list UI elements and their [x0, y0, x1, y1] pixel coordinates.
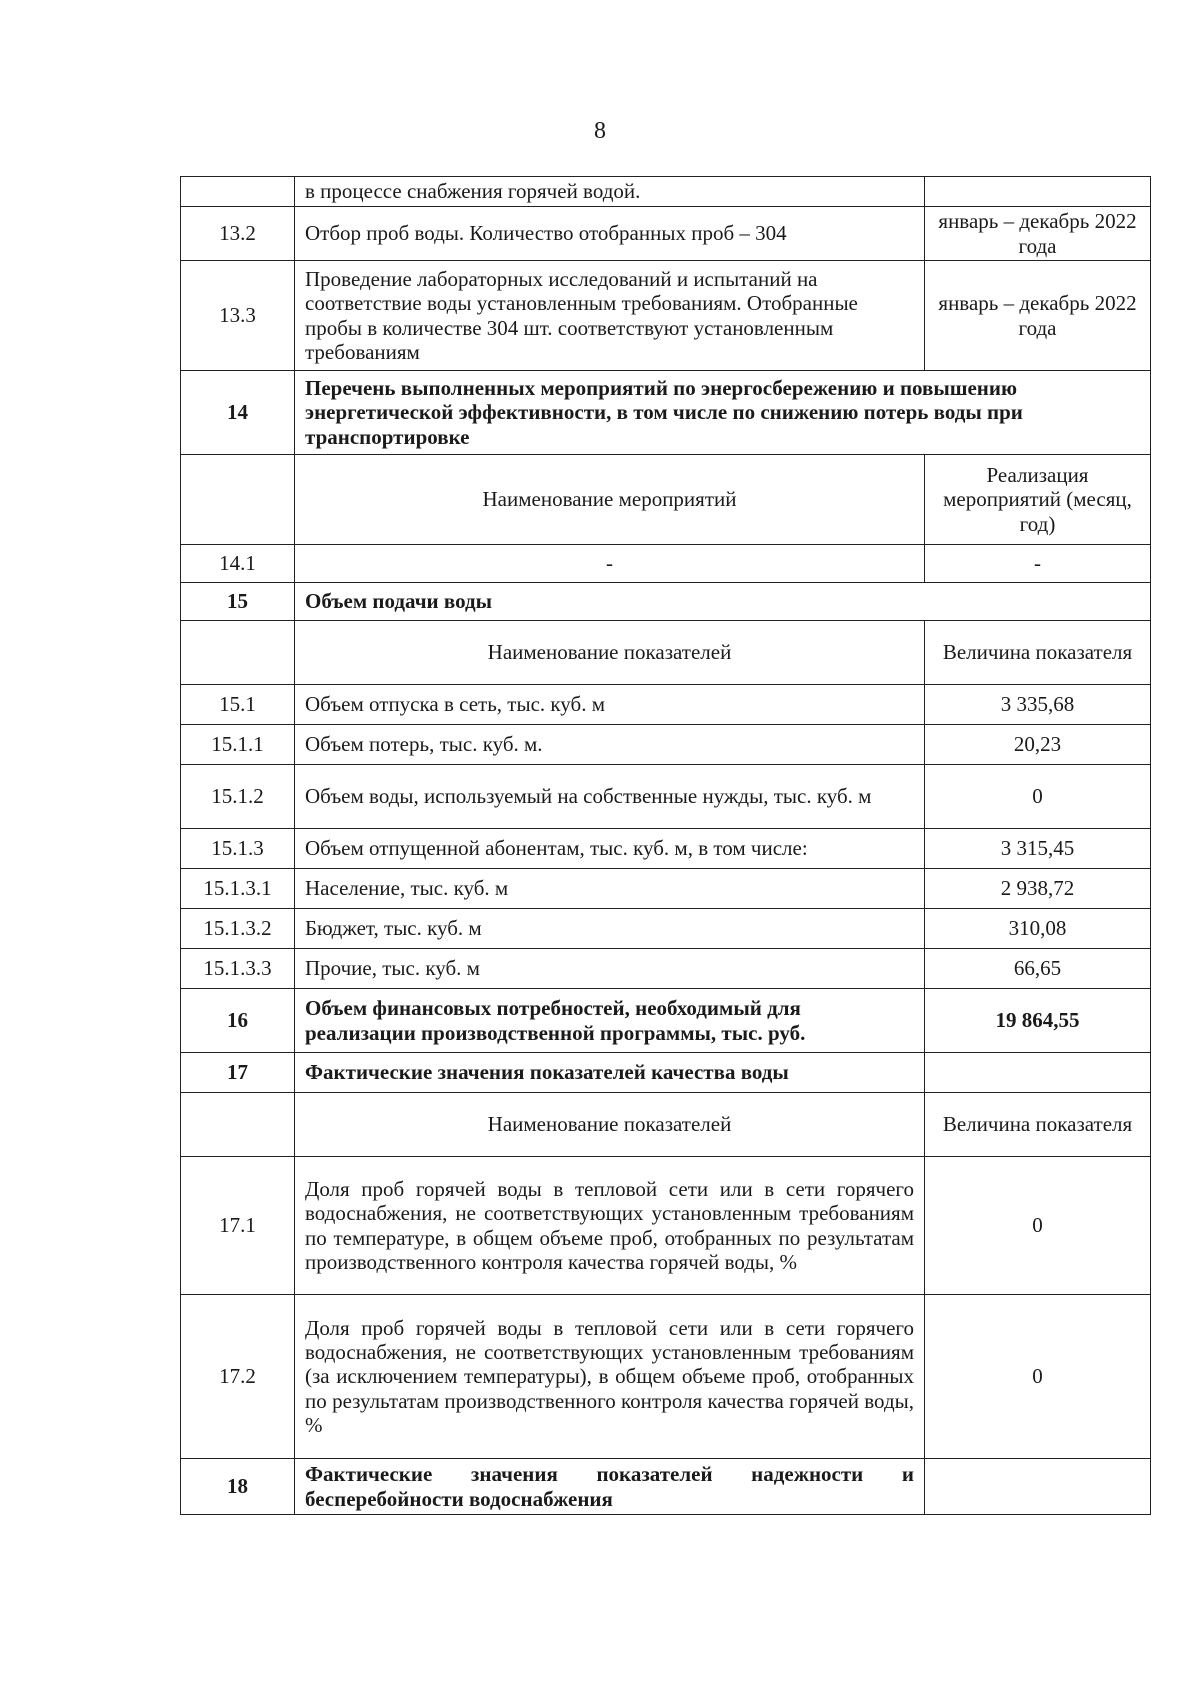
program-table	[180, 176, 1151, 1515]
row-value: 0	[925, 1157, 1151, 1295]
row-text: Доля проб горячей воды в тепловой сети или в сети горячего водоснабжения, не соответствующих установленным требованиям по температуре, в общем объеме проб, отобранных по результатам производственного контроля качества горячей воды, %	[295, 1157, 925, 1295]
section-title: Объем финансовых потребностей, необходимый для реализации производственной программы, тыс. руб.	[295, 989, 925, 1053]
row-number: 15.1.2	[181, 765, 295, 829]
table-row	[181, 725, 1151, 765]
row-number: 15.1	[181, 685, 295, 725]
section-row	[181, 989, 1151, 1053]
table-row	[181, 829, 1151, 869]
row-value: 66,65	[925, 949, 1151, 989]
column-header: Наименование мероприятий	[295, 455, 925, 545]
row-number	[181, 455, 295, 545]
section-title: Фактические значения показателей надежности и бесперебойности водоснабжения	[295, 1459, 925, 1515]
row-value: -	[925, 545, 1151, 583]
row-text: Бюджет, тыс. куб. м	[295, 909, 925, 949]
row-text: Отбор проб воды. Количество отобранных проб – 304	[295, 207, 925, 261]
table-row	[181, 909, 1151, 949]
column-header: Наименование показателей	[295, 1093, 925, 1157]
section-title: Фактические значения показателей качества воды	[295, 1053, 925, 1093]
section-number: 18	[181, 1459, 295, 1515]
section-row	[181, 371, 1151, 455]
row-text: Население, тыс. куб. м	[295, 869, 925, 909]
row-value: 0	[925, 1295, 1151, 1459]
row-value: 0	[925, 765, 1151, 829]
table-header-row	[181, 621, 1151, 685]
row-number: 15.1.3.3	[181, 949, 295, 989]
row-number: 17.2	[181, 1295, 295, 1459]
section-row	[181, 583, 1151, 621]
row-text: -	[295, 545, 925, 583]
table-row	[181, 1295, 1151, 1459]
row-number	[181, 621, 295, 685]
row-text: Прочие, тыс. куб. м	[295, 949, 925, 989]
section-title: Перечень выполненных мероприятий по энергосбережению и повышению энергетической эффективности, в том числе по снижению потерь воды при транспортировке	[295, 371, 1151, 455]
row-number: 15.1.3.1	[181, 869, 295, 909]
row-number: 15.1.1	[181, 725, 295, 765]
table-row	[181, 261, 1151, 371]
row-text: Объем воды, используемый на собственные нужды, тыс. куб. м	[295, 765, 925, 829]
section-number: 14	[181, 371, 295, 455]
row-value: 310,08	[925, 909, 1151, 949]
table-row	[181, 1157, 1151, 1295]
row-value: 3 315,45	[925, 829, 1151, 869]
row-number	[181, 1093, 295, 1157]
column-header: Величина показателя	[925, 621, 1151, 685]
table-row	[181, 949, 1151, 989]
row-value: январь – декабрь 2022 года	[925, 207, 1151, 261]
row-number: 15.1.3.2	[181, 909, 295, 949]
row-number: 13.2	[181, 207, 295, 261]
row-text: в процессе снабжения горячей водой.	[295, 177, 925, 207]
table-row	[181, 685, 1151, 725]
section-title: Объем подачи воды	[295, 583, 1151, 621]
page-number: 8	[594, 118, 606, 144]
section-row	[181, 1053, 1151, 1093]
row-value: 2 938,72	[925, 869, 1151, 909]
row-value	[925, 1459, 1151, 1515]
table-row	[181, 545, 1151, 583]
table-header-row	[181, 1093, 1151, 1157]
table-row	[181, 207, 1151, 261]
column-header: Величина показателя	[925, 1093, 1151, 1157]
row-text: Объем потерь, тыс. куб. м.	[295, 725, 925, 765]
table-header-row	[181, 455, 1151, 545]
table-row	[181, 177, 1151, 207]
row-value: 20,23	[925, 725, 1151, 765]
section-number: 16	[181, 989, 295, 1053]
table-row	[181, 765, 1151, 829]
row-value: январь – декабрь 2022 года	[925, 261, 1151, 371]
row-text: Объем отпущенной абонентам, тыс. куб. м, в том числе:	[295, 829, 925, 869]
column-header: Реализация мероприятий (месяц, год)	[925, 455, 1151, 545]
row-number: 15.1.3	[181, 829, 295, 869]
column-header: Наименование показателей	[295, 621, 925, 685]
row-number	[181, 177, 295, 207]
row-value	[925, 1053, 1151, 1093]
row-number: 14.1	[181, 545, 295, 583]
section-number: 17	[181, 1053, 295, 1093]
section-number: 15	[181, 583, 295, 621]
row-text: Проведение лабораторных исследований и испытаний на соответствие воды установленным требованиям. Отобранные пробы в количестве 304 шт. соответствуют установленным требованиям	[295, 261, 925, 371]
table-row	[181, 869, 1151, 909]
row-number: 13.3	[181, 261, 295, 371]
row-value	[925, 177, 1151, 207]
section-row	[181, 1459, 1151, 1515]
row-text: Объем отпуска в сеть, тыс. куб. м	[295, 685, 925, 725]
row-number: 17.1	[181, 1157, 295, 1295]
row-value: 3 335,68	[925, 685, 1151, 725]
financial-total-value: 19 864,55	[925, 989, 1151, 1053]
row-text: Доля проб горячей воды в тепловой сети или в сети горячего водоснабжения, не соответствующих установленным требованиям (за исключением температуры), в общем объеме проб, отобранных по результатам производственного контроля качества горячей воды, %	[295, 1295, 925, 1459]
